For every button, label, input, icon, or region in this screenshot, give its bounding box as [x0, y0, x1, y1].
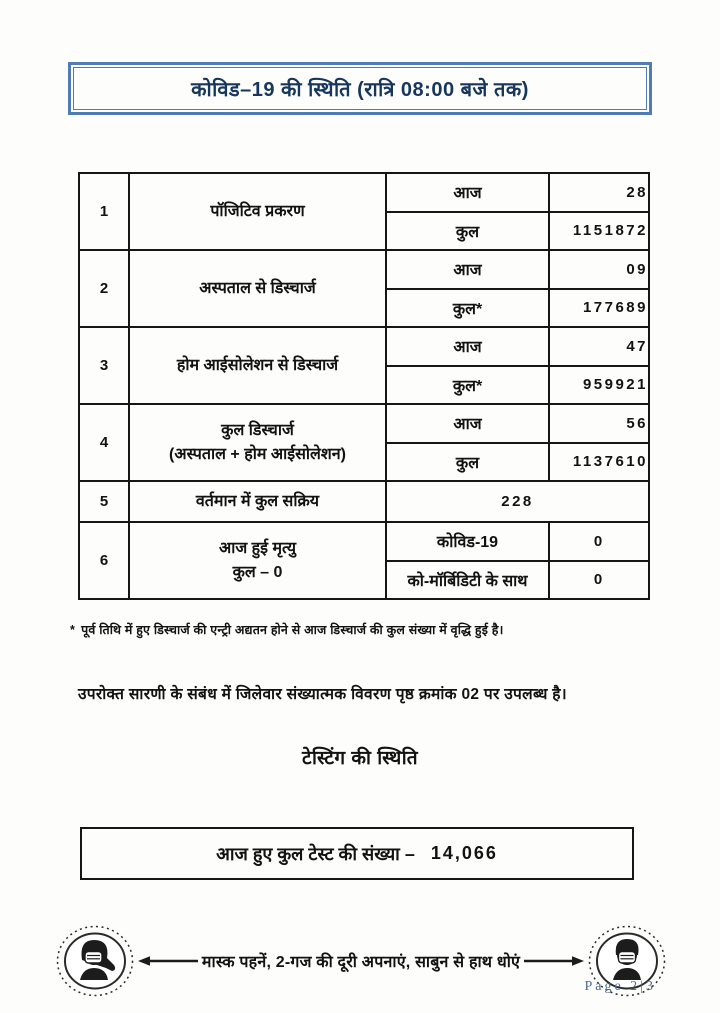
row-category-line2: (अस्पताल + होम आईसोलेशन)	[169, 445, 346, 463]
row-serial: 2	[79, 250, 129, 327]
subrow-label: आज	[386, 250, 549, 289]
subrow-value: 28	[549, 173, 649, 212]
test-count-box	[80, 827, 634, 880]
table-row	[79, 481, 649, 522]
row-serial: 1	[79, 173, 129, 250]
table-row	[79, 327, 649, 366]
title-box	[68, 62, 652, 115]
right-arrow-icon	[524, 954, 584, 968]
advisory-message: मास्क पहनें, 2-गज की दूरी अपनाएं, साबुन से हाथ धोएं	[201, 954, 521, 971]
row-serial: 3	[79, 327, 129, 404]
subrow-label: कुल	[386, 212, 549, 251]
left-arrow-icon	[138, 954, 198, 968]
subrow-label: आज	[386, 327, 549, 366]
row-serial: 4	[79, 404, 129, 481]
masked-woman-icon	[55, 924, 135, 998]
table-row	[79, 522, 649, 561]
subrow-value: 0	[549, 561, 649, 600]
district-note: उपरोक्त सारणी के संबंध में जिलेवार संख्यात्मक विवरण पृष्ठ क्रमांक 02 पर उपलब्ध है।	[78, 686, 567, 703]
covid-status-table	[78, 172, 650, 600]
subrow-label: आज	[386, 173, 549, 212]
subrow-value: 177689	[549, 289, 649, 328]
testing-heading: टेस्टिंग की स्थिति	[301, 748, 419, 769]
test-count-label: आज हुए कुल टेस्ट की संख्या –	[216, 843, 415, 864]
subrow-value: 47	[549, 327, 649, 366]
subrow-value: 0	[549, 522, 649, 561]
row-category-line1: आज हुई मृत्यु	[219, 539, 296, 557]
subrow-label: कोविड-19	[386, 522, 549, 561]
subrow-value: 09	[549, 250, 649, 289]
row-serial: 6	[79, 522, 129, 599]
subrow-value: 1137610	[549, 443, 649, 482]
row-category: पॉजिटिव प्रकरण	[129, 173, 386, 250]
page-number: Page 2|3	[584, 979, 656, 994]
footnote	[70, 621, 504, 638]
subrow-value: 959921	[549, 366, 649, 405]
footer-advisory	[55, 924, 667, 998]
row-category: वर्तमान में कुल सक्रिय	[129, 481, 386, 522]
subrow-label: कुल*	[386, 289, 549, 328]
footnote-text: पूर्व तिथि में हुए डिस्चार्ज की एन्ट्री अद्यतन होने से आज डिस्चार्ज की कुल संख्या में वृद्धि हुई है।	[81, 623, 504, 637]
row-serial: 5	[79, 481, 129, 522]
row-category-line1: कुल डिस्चार्ज	[221, 421, 294, 439]
table-row	[79, 250, 649, 289]
table-row	[79, 404, 649, 443]
row-category: होम आईसोलेशन से डिस्चार्ज	[129, 327, 386, 404]
row-category-line2: कुल – 0	[232, 563, 283, 581]
subrow-label: आज	[386, 404, 549, 443]
subrow-label: कुल*	[386, 366, 549, 405]
page-title: कोविड–19 की स्थिति (रात्रि 08:00 बजे तक)	[191, 79, 529, 101]
table-row	[79, 173, 649, 212]
footnote-asterisk: *	[70, 623, 76, 637]
row-category	[129, 522, 386, 599]
subrow-value: 56	[549, 404, 649, 443]
row-category: अस्पताल से डिस्चार्ज	[129, 250, 386, 327]
subrow-label: को-मॉर्बिडिटी के साथ	[386, 561, 549, 600]
subrow-value: 1151872	[549, 212, 649, 251]
title-box-inner	[73, 67, 647, 110]
test-count-value: 14,066	[430, 843, 498, 863]
subrow-label: कुल	[386, 443, 549, 482]
row-category	[129, 404, 386, 481]
row-merged-value: 228	[386, 481, 649, 522]
